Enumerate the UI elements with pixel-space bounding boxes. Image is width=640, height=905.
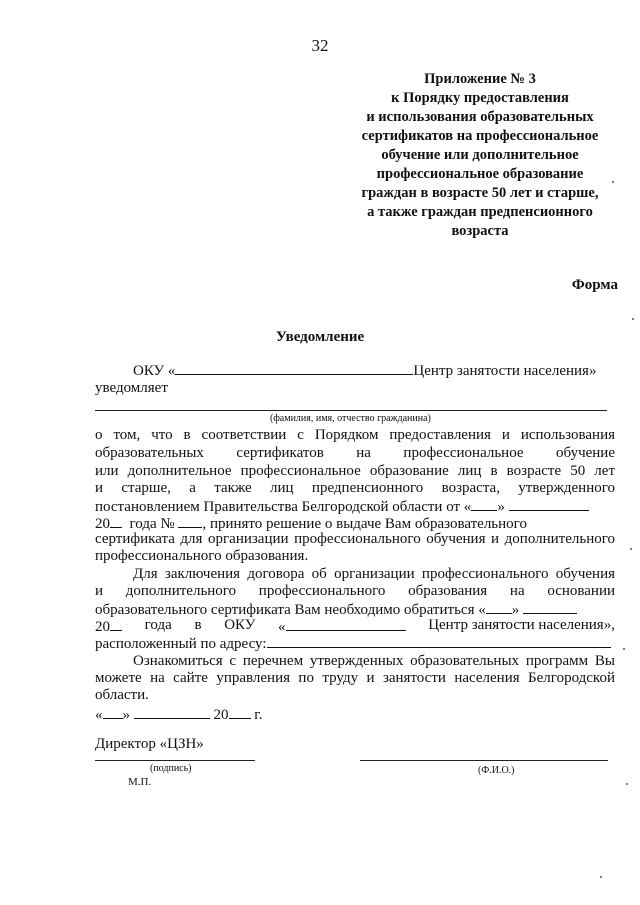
contact-month-blank[interactable]: [523, 600, 577, 614]
appendix-line: а также граждан предпенсионного: [367, 204, 593, 220]
appendix-line: Приложение № 3: [424, 71, 536, 87]
scan-speck: [623, 648, 625, 650]
oku-name-blank[interactable]: [175, 361, 413, 375]
name-line[interactable]: [360, 760, 608, 761]
paragraph-line: области.: [95, 687, 149, 703]
signature-line[interactable]: [95, 760, 255, 761]
quote-close: »: [511, 602, 520, 618]
paragraph-line: можете на сайте управления по труду и занятости населения Белгородской: [95, 670, 615, 686]
in-word: в: [194, 617, 202, 633]
appendix-line: граждан в возрасте 50 лет и старше,: [361, 185, 599, 201]
scan-speck: [632, 318, 634, 320]
appendix-line: к Порядку предоставления: [391, 90, 569, 106]
scan-speck: [600, 876, 602, 878]
decree-month-blank[interactable]: [509, 497, 589, 511]
contact-oku-blank[interactable]: [286, 617, 406, 631]
scan-speck: [630, 548, 632, 550]
appendix-header: [330, 70, 630, 241]
director-label: Директор «ЦЗН»: [95, 736, 204, 752]
notice-title: Уведомление: [275, 329, 365, 345]
paragraph-line: и старше, а также лиц предпенсионного возраста, утвержденного: [95, 480, 615, 496]
appendix-line: возраста: [451, 223, 509, 239]
paragraph-line: образовательных сертификатов на профессиональное обучение: [95, 445, 615, 461]
decree-day-blank[interactable]: [471, 497, 497, 511]
fio-caption: (фамилия, имя, отчество гражданина): [270, 413, 431, 424]
date-day-blank[interactable]: [103, 705, 123, 719]
address-line: [95, 634, 611, 653]
paragraph-line: Для заключения договора об организации профессионального обучения: [133, 566, 615, 582]
paragraph-line: профессионального образования.: [95, 548, 309, 564]
paragraph-line: и дополнительного профессионального образования на основании: [95, 583, 615, 599]
appendix-line: профессиональное образование: [376, 166, 584, 182]
date-month-blank[interactable]: [134, 705, 210, 719]
paragraph-line: о том, что в соответствии с Порядком предоставления и использования: [95, 427, 615, 443]
signature-caption: (подпись): [150, 763, 192, 774]
year-number-label: года №: [129, 516, 175, 532]
oku-prefix: ОКУ «: [133, 363, 176, 379]
scan-speck: [612, 181, 614, 183]
date-line: [95, 705, 262, 724]
year-word: года: [144, 617, 172, 633]
date-suffix: г.: [254, 707, 263, 723]
form-label: Форма: [571, 277, 618, 293]
paragraph-line: или дополнительное профессиональное образование лиц в возрасте 50 лет: [95, 463, 615, 479]
fio-blank-line[interactable]: [95, 410, 607, 411]
address-label: расположенный по адресу:: [95, 636, 267, 652]
date-year: 20: [213, 707, 229, 723]
appendix-line: сертификатов на профессиональное: [361, 128, 599, 144]
year-prefix: 20: [95, 619, 110, 635]
date-open: «: [95, 707, 103, 723]
decision-text: , принято решение о выдаче Вам образовательного: [202, 516, 527, 532]
notifies-text: уведомляет: [95, 380, 168, 396]
date-close: »: [122, 707, 130, 723]
scan-speck: [626, 783, 628, 785]
decree-number-blank[interactable]: [178, 514, 202, 528]
oku-word: ОКУ: [224, 617, 256, 633]
paragraph-line: сертификата для организации профессионального обучения и дополнительного: [95, 531, 615, 547]
page-number: 32: [311, 36, 329, 55]
contact-oku-suffix: Центр занятости населения»,: [428, 617, 615, 633]
stamp-label: М.П.: [128, 776, 152, 788]
decree-text: постановлением Правительства Белгородской области от «: [95, 499, 472, 515]
name-caption: (Ф.И.О.): [478, 765, 515, 776]
date-year-blank[interactable]: [229, 705, 251, 719]
year-prefix: 20: [95, 516, 110, 532]
contact-day-blank[interactable]: [486, 600, 512, 614]
address-blank[interactable]: [267, 634, 611, 648]
appendix-line: и использования образовательных: [366, 109, 594, 125]
quote-open: «: [278, 619, 286, 635]
appendix-line: обучение или дополнительное: [381, 147, 579, 163]
oku-line: [133, 361, 596, 380]
oku-suffix: Центр занятости населения»: [413, 363, 597, 379]
paragraph-line: Ознакомиться с перечнем утвержденных образовательных программ Вы: [133, 653, 615, 669]
cert-text: образовательного сертификата Вам необходимо обратиться «: [95, 602, 486, 618]
decree-year-blank[interactable]: [110, 514, 122, 528]
contact-year-blank[interactable]: [110, 617, 122, 631]
quote-close: »: [497, 499, 505, 515]
